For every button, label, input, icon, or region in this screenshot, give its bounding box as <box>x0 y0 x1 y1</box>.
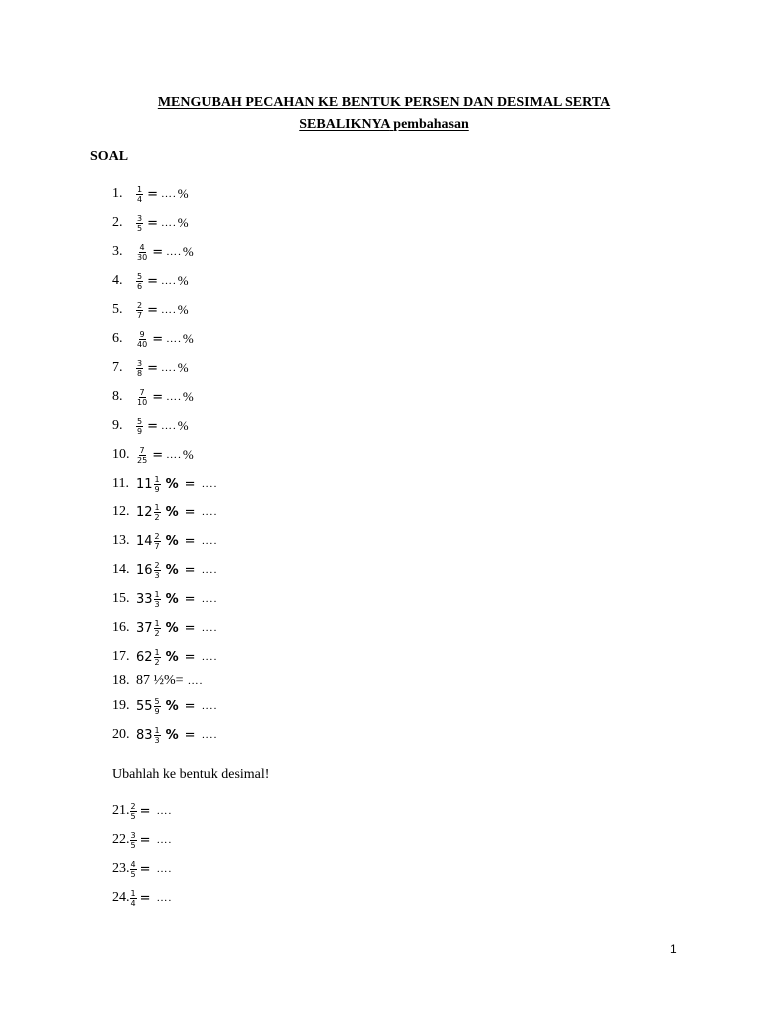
answer-blank: …. <box>161 217 177 229</box>
fraction <box>130 831 137 850</box>
percent-sign: % <box>177 418 189 433</box>
question-number: 24. <box>112 890 130 905</box>
equals-sign: = <box>184 504 196 520</box>
question-number: 16. <box>112 620 130 635</box>
denominator: 4 <box>137 194 143 204</box>
question-14 <box>112 556 217 584</box>
numerator: 9 <box>139 329 145 339</box>
equals-sign: = <box>147 215 158 231</box>
whole-number: 11 <box>136 476 153 492</box>
answer-blank: …. <box>161 304 177 316</box>
question-number: 14. <box>112 562 130 577</box>
answer-blank: …. <box>156 892 173 904</box>
whole-number: 12 <box>136 504 153 520</box>
percent-sign: % <box>165 620 179 636</box>
numerator: 4 <box>139 242 145 252</box>
equals-sign: = <box>147 186 158 202</box>
percent-sign: % <box>177 360 189 375</box>
numerator: 3 <box>137 358 143 368</box>
numerator: 1 <box>154 589 160 599</box>
denominator: 25 <box>137 455 148 465</box>
equals-sign: = <box>152 389 164 405</box>
denominator: 7 <box>154 541 160 551</box>
question-2 <box>112 209 189 237</box>
question-number: 11. <box>112 476 129 491</box>
fraction <box>154 648 161 667</box>
question-11 <box>112 470 217 498</box>
denominator: 3 <box>154 735 160 745</box>
fraction <box>136 446 148 465</box>
answer-blank: …. <box>187 675 204 687</box>
answer-blank: …. <box>156 863 173 875</box>
fraction <box>136 301 143 320</box>
question-number: 2. <box>112 215 123 230</box>
question-4 <box>112 267 189 295</box>
answer-blank: …. <box>201 622 218 634</box>
equals-sign: = <box>152 244 164 260</box>
fraction <box>154 532 161 551</box>
whole-number: 62 <box>136 649 153 665</box>
page-number: 1 <box>670 942 677 956</box>
fraction <box>130 889 137 908</box>
fraction <box>154 726 161 745</box>
percent-sign: % <box>182 447 194 462</box>
question-8 <box>112 383 194 411</box>
question-number: 18. <box>112 673 130 688</box>
answer-blank: …. <box>166 333 182 345</box>
percent-sign: % <box>182 389 194 404</box>
answer-blank: …. <box>156 805 173 817</box>
question-number: 1. <box>112 186 123 201</box>
numerator: 1 <box>154 502 160 512</box>
numerator: 2 <box>137 300 143 310</box>
question-number: 23. <box>112 861 130 876</box>
question-number: 10. <box>112 447 130 462</box>
numerator: 5 <box>137 416 143 426</box>
denominator: 9 <box>154 706 160 716</box>
answer-blank: …. <box>201 700 218 712</box>
question-18 <box>112 667 203 695</box>
whole-number: 14 <box>136 533 153 549</box>
question-24 <box>112 884 172 912</box>
equals-sign: = <box>184 649 196 665</box>
question-number: 19. <box>112 698 130 713</box>
equals-sign: = <box>152 447 164 463</box>
question-number: 17. <box>112 649 130 664</box>
percent-sign: % <box>165 727 179 743</box>
question-12 <box>112 498 217 526</box>
percent-sign: % <box>177 215 189 230</box>
percent-sign: % <box>177 186 189 201</box>
whole-number: 33 <box>136 591 153 607</box>
question-number: 13. <box>112 533 130 548</box>
equals-sign: = <box>184 620 196 636</box>
equals-sign: = <box>184 591 196 607</box>
denominator: 6 <box>137 281 143 291</box>
numerator: 7 <box>139 387 145 397</box>
question-number: 9. <box>112 418 123 433</box>
percent-sign: % <box>165 533 179 549</box>
denominator: 5 <box>130 840 136 850</box>
fraction <box>154 475 161 494</box>
denominator: 3 <box>154 599 160 609</box>
document-title-line-2 <box>0 114 768 136</box>
equals-sign: = <box>152 331 164 347</box>
equals-sign: = <box>147 360 158 376</box>
question-16 <box>112 614 217 642</box>
equals-sign: = <box>147 273 158 289</box>
fraction <box>136 330 148 349</box>
denominator: 10 <box>137 397 148 407</box>
answer-blank: …. <box>201 506 218 518</box>
percent-sign: % <box>165 649 179 665</box>
whole-number: 16 <box>136 562 153 578</box>
fraction <box>154 619 161 638</box>
percent-sign: % <box>182 244 194 259</box>
answer-blank: …. <box>156 834 173 846</box>
numerator: 7 <box>139 445 145 455</box>
fraction <box>154 590 161 609</box>
numerator: 4 <box>130 859 136 869</box>
fraction <box>130 860 137 879</box>
denominator: 9 <box>154 484 160 494</box>
question-number: 21. <box>112 803 130 818</box>
numerator: 5 <box>137 271 143 281</box>
answer-blank: …. <box>201 535 218 547</box>
document-title-line-1: MENGUBAH PECAHAN KE BENTUK PERSEN DAN DESIMAL SERTA <box>157 95 611 110</box>
question-number: 4. <box>112 273 123 288</box>
answer-blank: …. <box>161 188 177 200</box>
instruction-text: Ubahlah ke bentuk desimal! <box>112 767 270 782</box>
numerator: 5 <box>154 696 160 706</box>
title-suffix: pembahasan <box>393 117 469 132</box>
answer-blank: …. <box>201 564 218 576</box>
answer-blank: …. <box>161 275 177 287</box>
fraction <box>154 503 161 522</box>
question-22 <box>112 826 172 854</box>
question-number: 7. <box>112 360 123 375</box>
answer-blank: …. <box>201 478 218 490</box>
percent-sign: % <box>165 698 179 714</box>
percent-sign: % <box>182 331 194 346</box>
question-10 <box>112 441 194 469</box>
question-13 <box>112 527 217 555</box>
denominator: 5 <box>137 223 143 233</box>
percent-sign: % <box>165 476 179 492</box>
answer-blank: …. <box>201 729 218 741</box>
question-7 <box>112 354 189 382</box>
question-number: 5. <box>112 302 123 317</box>
numerator: 1 <box>137 184 143 194</box>
answer-blank: …. <box>166 391 182 403</box>
question-number: 20. <box>112 727 130 742</box>
denominator: 7 <box>137 310 143 320</box>
numerator: 1 <box>154 725 160 735</box>
question-number: 15. <box>112 591 130 606</box>
numerator: 1 <box>154 474 160 484</box>
answer-blank: …. <box>161 420 177 432</box>
question-21 <box>112 797 172 825</box>
fraction <box>154 697 161 716</box>
answer-blank: …. <box>201 651 218 663</box>
section-label-soal: SOAL <box>90 149 129 164</box>
equals-sign: = <box>184 562 196 578</box>
whole-number: 37 <box>136 620 153 636</box>
title-bold-word: SEBALIKNYA <box>299 117 390 132</box>
equals-sign: = <box>147 302 158 318</box>
fraction <box>136 214 143 233</box>
question-5 <box>112 296 189 324</box>
numerator: 3 <box>130 830 136 840</box>
fraction <box>136 243 148 262</box>
question-6 <box>112 325 194 353</box>
answer-blank: …. <box>161 362 177 374</box>
answer-blank: …. <box>201 593 218 605</box>
question-number: 22. <box>112 832 130 847</box>
percent-sign: % <box>165 591 179 607</box>
denominator: 2 <box>154 628 160 638</box>
denominator: 5 <box>130 869 136 879</box>
question-19 <box>112 692 217 720</box>
denominator: 30 <box>137 252 148 262</box>
question-number: 3. <box>112 244 123 259</box>
question-20 <box>112 721 217 749</box>
question-number: 12. <box>112 504 130 519</box>
answer-blank: …. <box>166 246 182 258</box>
equals-sign: = <box>147 418 158 434</box>
denominator: 2 <box>154 657 160 667</box>
percent-sign: % <box>165 562 179 578</box>
whole-number: 83 <box>136 727 153 743</box>
numerator: 2 <box>154 531 160 541</box>
question-1 <box>112 180 189 208</box>
numerator: 1 <box>154 618 160 628</box>
numerator: 1 <box>130 888 136 898</box>
fraction <box>136 417 143 436</box>
question-number: 6. <box>112 331 123 346</box>
denominator: 5 <box>130 811 136 821</box>
denominator: 4 <box>130 898 136 908</box>
fraction <box>130 802 137 821</box>
percent-sign: % <box>165 504 179 520</box>
numerator: 3 <box>137 213 143 223</box>
equals-sign: = <box>184 698 196 714</box>
numerator: 1 <box>154 647 160 657</box>
equals-sign: = <box>139 861 151 877</box>
percent-sign: % <box>177 302 189 317</box>
equals-sign: = <box>139 803 151 819</box>
equals-sign: = <box>184 727 196 743</box>
equals-sign: = <box>184 533 196 549</box>
equals-sign: = <box>139 890 151 906</box>
percent-sign: % <box>177 273 189 288</box>
numerator: 2 <box>130 801 136 811</box>
question-3 <box>112 238 194 266</box>
equals-sign: = <box>139 832 151 848</box>
question-expression: 87 ½%= <box>136 673 184 688</box>
fraction <box>154 561 161 580</box>
fraction <box>136 388 148 407</box>
denominator: 9 <box>137 426 143 436</box>
fraction <box>136 272 143 291</box>
question-23 <box>112 855 172 883</box>
fraction <box>136 185 143 204</box>
equals-sign: = <box>184 476 196 492</box>
answer-blank: …. <box>166 449 182 461</box>
denominator: 40 <box>137 339 148 349</box>
denominator: 8 <box>137 368 143 378</box>
denominator: 2 <box>154 512 160 522</box>
whole-number: 55 <box>136 698 153 714</box>
question-9 <box>112 412 189 440</box>
numerator: 2 <box>154 560 160 570</box>
question-15 <box>112 585 217 613</box>
question-number: 8. <box>112 389 123 404</box>
fraction <box>136 359 143 378</box>
denominator: 3 <box>154 570 160 580</box>
